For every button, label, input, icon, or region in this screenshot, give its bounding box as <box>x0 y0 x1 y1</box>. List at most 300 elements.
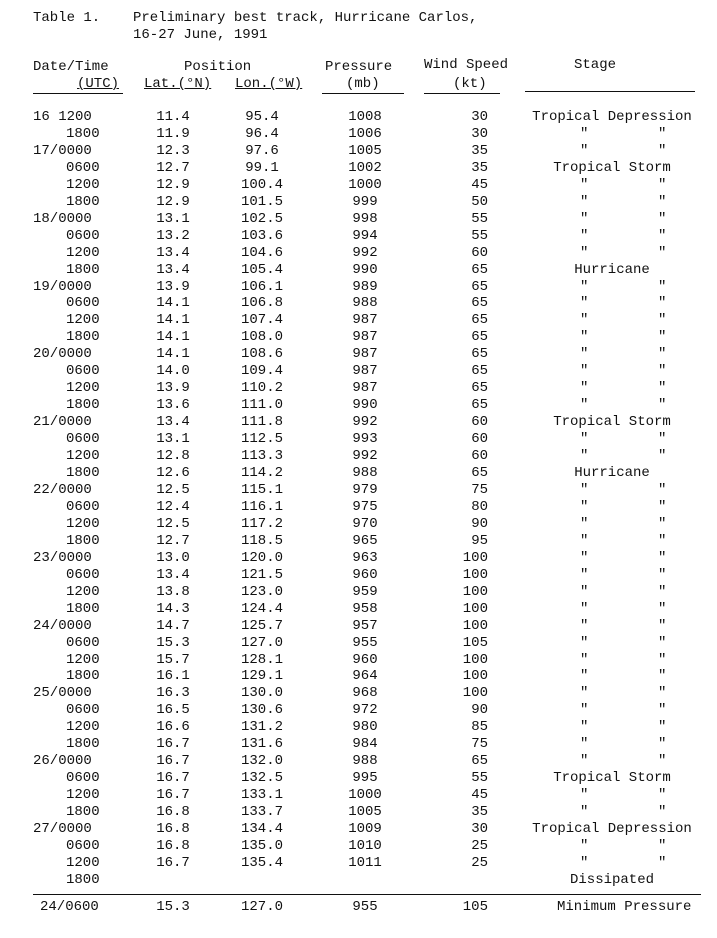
row-lat: 14.3 <box>156 600 190 617</box>
row-pressure: 990 <box>352 397 378 414</box>
table-caption <box>0 10 717 44</box>
ditto-mark: " <box>580 668 589 685</box>
row-stage: Dissipated <box>569 871 654 888</box>
ditto-mark: " <box>580 583 589 600</box>
row-stage: Hurricane <box>574 261 650 278</box>
table-row <box>0 601 717 618</box>
row-wind: 50 <box>471 193 488 210</box>
row-wind: 30 <box>471 821 488 838</box>
ditto-mark: " <box>658 312 667 329</box>
table-row <box>0 346 717 363</box>
row-lon: 128.1 <box>240 651 283 668</box>
ditto-mark: " <box>580 854 589 871</box>
row-lat: 13.8 <box>156 583 190 600</box>
row-lon: 123.0 <box>240 583 283 600</box>
row-lon: 120.0 <box>240 549 283 566</box>
row-pressure: 972 <box>352 702 378 719</box>
row-wind: 65 <box>471 753 488 770</box>
row-wind: 25 <box>471 854 488 871</box>
row-lon: 96.4 <box>245 125 279 142</box>
row-lat: 13.4 <box>156 414 190 431</box>
ditto-mark: " <box>658 278 667 295</box>
row-pressure: 992 <box>352 448 378 465</box>
table-row <box>0 228 717 245</box>
table-row <box>0 380 717 397</box>
row-lat: 12.9 <box>156 176 190 193</box>
ditto-mark: " <box>658 549 667 566</box>
row-wind: 90 <box>471 702 488 719</box>
row-lat: 13.1 <box>156 210 190 227</box>
row-wind: 65 <box>471 363 488 380</box>
row-lat: 12.6 <box>156 465 190 482</box>
row-pressure: 1009 <box>348 821 382 838</box>
row-wind: 65 <box>471 261 488 278</box>
row-wind: 30 <box>471 125 488 142</box>
row-wind: 100 <box>462 600 488 617</box>
header-wind-speed: Wind Speed <box>424 57 509 73</box>
row-lat: 16.8 <box>156 804 190 821</box>
row-wind: 25 <box>471 837 488 854</box>
row-lat: 13.0 <box>156 549 190 566</box>
ditto-mark: " <box>658 651 667 668</box>
row-lon: 101.5 <box>240 193 283 210</box>
ditto-mark: " <box>580 549 589 566</box>
summary-date: 24/0600 <box>40 899 99 915</box>
row-wind: 60 <box>471 448 488 465</box>
table-row <box>0 516 717 533</box>
table-row <box>0 855 717 872</box>
ditto-mark: " <box>658 685 667 702</box>
row-wind: 60 <box>471 244 488 261</box>
table-row <box>0 685 717 702</box>
ditto-mark: " <box>580 617 589 634</box>
row-pressure: 987 <box>352 380 378 397</box>
row-lat: 12.4 <box>156 498 190 515</box>
row-datetime: 0600 <box>66 295 100 312</box>
row-datetime: 1200 <box>66 312 100 329</box>
row-wind: 65 <box>471 346 488 363</box>
row-pressure: 1002 <box>348 159 382 176</box>
row-wind: 65 <box>471 295 488 312</box>
table-row <box>0 160 717 177</box>
row-lat: 13.4 <box>156 261 190 278</box>
ditto-mark: " <box>580 193 589 210</box>
row-lat: 13.1 <box>156 431 190 448</box>
row-pressure: 968 <box>352 685 378 702</box>
header-kt: (kt) <box>453 76 487 92</box>
row-lat: 12.7 <box>156 159 190 176</box>
row-pressure: 984 <box>352 736 378 753</box>
row-lat: 16.1 <box>156 668 190 685</box>
row-wind: 45 <box>471 176 488 193</box>
row-datetime: 1200 <box>66 380 100 397</box>
footer-rule <box>33 894 701 895</box>
ditto-mark: " <box>580 397 589 414</box>
row-datetime: 0600 <box>66 837 100 854</box>
ditto-mark: " <box>658 498 667 515</box>
table-row <box>0 194 717 211</box>
table-row <box>0 770 717 787</box>
ditto-mark: " <box>580 787 589 804</box>
row-datetime: 27/0000 <box>33 821 92 838</box>
row-lat: 12.5 <box>156 481 190 498</box>
row-pressure: 955 <box>352 634 378 651</box>
summary-note: Minimum Pressure <box>557 899 692 915</box>
row-lat: 12.9 <box>156 193 190 210</box>
ditto-mark: " <box>580 431 589 448</box>
row-datetime: 0600 <box>66 363 100 380</box>
ditto-mark: " <box>658 142 667 159</box>
table-row <box>0 499 717 516</box>
row-lon: 97.6 <box>245 142 279 159</box>
row-wind: 100 <box>462 549 488 566</box>
row-wind: 65 <box>471 312 488 329</box>
row-lat: 16.3 <box>156 685 190 702</box>
row-pressure: 970 <box>352 515 378 532</box>
row-lon: 131.6 <box>240 736 283 753</box>
row-datetime: 26/0000 <box>33 753 92 770</box>
table-row <box>0 329 717 346</box>
ditto-mark: " <box>658 736 667 753</box>
header-utc: (UTC) <box>77 76 120 92</box>
row-stage: Hurricane <box>574 465 650 482</box>
ditto-mark: " <box>580 448 589 465</box>
row-pressure: 963 <box>352 549 378 566</box>
ditto-mark: " <box>658 244 667 261</box>
table-row <box>0 211 717 228</box>
row-pressure: 960 <box>352 651 378 668</box>
row-lat: 13.2 <box>156 227 190 244</box>
row-lon: 117.2 <box>240 515 283 532</box>
row-lon: 110.2 <box>240 380 283 397</box>
row-datetime: 1200 <box>66 515 100 532</box>
row-datetime: 0600 <box>66 770 100 787</box>
row-wind: 30 <box>471 109 488 125</box>
row-wind: 55 <box>471 210 488 227</box>
row-pressure: 987 <box>352 363 378 380</box>
table-row <box>0 465 717 482</box>
row-datetime: 1800 <box>66 804 100 821</box>
row-lat: 13.6 <box>156 397 190 414</box>
summary-lon: 127.0 <box>240 899 283 915</box>
row-lon: 111.0 <box>240 397 283 414</box>
ditto-mark: " <box>580 210 589 227</box>
row-pressure: 987 <box>352 346 378 363</box>
row-lat: 13.9 <box>156 380 190 397</box>
ditto-mark: " <box>580 702 589 719</box>
row-lon: 133.1 <box>240 787 283 804</box>
row-lat: 16.8 <box>156 837 190 854</box>
ditto-mark: " <box>580 363 589 380</box>
row-wind: 100 <box>462 685 488 702</box>
row-datetime: 1800 <box>66 600 100 617</box>
ditto-mark: " <box>580 295 589 312</box>
header-lon: Lon.(°W) <box>235 76 303 92</box>
row-datetime: 1800 <box>66 736 100 753</box>
row-pressure: 1000 <box>348 176 382 193</box>
row-lon: 133.7 <box>240 804 283 821</box>
table-row <box>0 618 717 635</box>
row-lon: 127.0 <box>240 634 283 651</box>
row-datetime: 0600 <box>66 227 100 244</box>
ditto-mark: " <box>658 227 667 244</box>
ditto-mark: " <box>658 583 667 600</box>
row-pressure: 975 <box>352 498 378 515</box>
ditto-mark: " <box>580 380 589 397</box>
row-lon: 132.5 <box>240 770 283 787</box>
table-row <box>0 838 717 855</box>
table-row <box>0 652 717 669</box>
row-pressure: 980 <box>352 719 378 736</box>
row-datetime: 23/0000 <box>33 549 92 566</box>
ditto-mark: " <box>580 566 589 583</box>
header-mb: (mb) <box>346 76 380 92</box>
table-label: Table 1. <box>33 10 101 26</box>
table-row <box>0 804 717 821</box>
header-stage: Stage <box>574 57 617 73</box>
ditto-mark: " <box>658 515 667 532</box>
row-datetime: 24/0000 <box>33 617 92 634</box>
row-lon: 129.1 <box>240 668 283 685</box>
table-row <box>0 262 717 279</box>
summary-pressure: 955 <box>352 899 378 915</box>
row-lon: 99.1 <box>245 159 279 176</box>
row-wind: 65 <box>471 465 488 482</box>
table-row <box>0 414 717 431</box>
row-datetime: 1200 <box>66 244 100 261</box>
ditto-mark: " <box>658 854 667 871</box>
header-pressure: Pressure <box>325 59 393 75</box>
row-pressure: 979 <box>352 481 378 498</box>
row-datetime: 25/0000 <box>33 685 92 702</box>
row-lat: 16.6 <box>156 719 190 736</box>
table-row <box>0 719 717 736</box>
ditto-mark: " <box>658 804 667 821</box>
row-lon: 107.4 <box>240 312 283 329</box>
row-datetime: 1200 <box>66 854 100 871</box>
row-datetime: 21/0000 <box>33 414 92 431</box>
row-pressure: 995 <box>352 770 378 787</box>
row-datetime: 1800 <box>66 397 100 414</box>
table-row <box>0 397 717 414</box>
row-wind: 100 <box>462 651 488 668</box>
row-wind: 75 <box>471 481 488 498</box>
row-pressure: 1005 <box>348 142 382 159</box>
row-wind: 95 <box>471 532 488 549</box>
ditto-mark: " <box>658 363 667 380</box>
ditto-mark: " <box>658 431 667 448</box>
row-lat: 15.7 <box>156 651 190 668</box>
ditto-mark: " <box>580 634 589 651</box>
ditto-mark: " <box>658 295 667 312</box>
ditto-mark: " <box>658 176 667 193</box>
row-pressure: 987 <box>352 312 378 329</box>
row-pressure: 958 <box>352 600 378 617</box>
table-row <box>0 787 717 804</box>
row-lat: 14.1 <box>156 312 190 329</box>
row-lat: 16.5 <box>156 702 190 719</box>
ditto-mark: " <box>658 380 667 397</box>
row-lon: 135.0 <box>240 837 283 854</box>
row-lat: 13.4 <box>156 566 190 583</box>
row-lon: 115.1 <box>240 481 283 498</box>
row-stage: Tropical Storm <box>553 159 671 176</box>
table-row <box>0 312 717 329</box>
ditto-mark: " <box>580 719 589 736</box>
row-lon: 106.1 <box>240 278 283 295</box>
row-pressure: 999 <box>352 193 378 210</box>
row-wind: 100 <box>462 566 488 583</box>
row-lon: 104.6 <box>240 244 283 261</box>
row-lat: 16.7 <box>156 854 190 871</box>
table-row <box>0 668 717 685</box>
row-lat: 12.5 <box>156 515 190 532</box>
row-datetime: 0600 <box>66 498 100 515</box>
summary-lat: 15.3 <box>156 899 190 915</box>
row-lat: 14.0 <box>156 363 190 380</box>
table-title-line-1: Preliminary best track, Hurricane Carlos, <box>133 10 478 26</box>
row-lon: 125.7 <box>240 617 283 634</box>
row-wind: 60 <box>471 414 488 431</box>
row-pressure: 990 <box>352 261 378 278</box>
row-lat: 16.8 <box>156 821 190 838</box>
row-wind: 35 <box>471 804 488 821</box>
row-stage: Tropical Storm <box>553 414 671 431</box>
table-row <box>0 245 717 262</box>
row-wind: 80 <box>471 498 488 515</box>
ditto-mark: " <box>580 600 589 617</box>
row-pressure: 988 <box>352 465 378 482</box>
row-wind: 65 <box>471 380 488 397</box>
row-lon: 95.4 <box>245 109 279 125</box>
row-datetime: 1800 <box>66 871 100 888</box>
row-datetime: 1200 <box>66 651 100 668</box>
row-wind: 105 <box>462 634 488 651</box>
ditto-mark: " <box>580 227 589 244</box>
row-wind: 35 <box>471 159 488 176</box>
row-pressure: 993 <box>352 431 378 448</box>
row-lon: 102.5 <box>240 210 283 227</box>
row-lon: 100.4 <box>240 176 283 193</box>
row-lon: 130.0 <box>240 685 283 702</box>
table-row <box>0 482 717 499</box>
row-datetime: 0600 <box>66 702 100 719</box>
row-lon: 134.4 <box>240 821 283 838</box>
row-datetime: 1200 <box>66 448 100 465</box>
row-lat: 12.8 <box>156 448 190 465</box>
row-wind: 65 <box>471 397 488 414</box>
ditto-mark: " <box>580 685 589 702</box>
row-lat: 13.4 <box>156 244 190 261</box>
ditto-mark: " <box>658 329 667 346</box>
table-row <box>0 533 717 550</box>
ditto-mark: " <box>658 210 667 227</box>
row-lat: 15.3 <box>156 634 190 651</box>
row-lat: 16.7 <box>156 787 190 804</box>
row-lon: 108.0 <box>240 329 283 346</box>
row-lon: 130.6 <box>240 702 283 719</box>
row-lat: 11.9 <box>156 125 190 142</box>
table-row <box>0 872 717 889</box>
row-datetime: 0600 <box>66 431 100 448</box>
ditto-mark: " <box>658 634 667 651</box>
ditto-mark: " <box>658 532 667 549</box>
table-row <box>0 702 717 719</box>
row-lon: 135.4 <box>240 854 283 871</box>
row-wind: 90 <box>471 515 488 532</box>
table-body <box>0 109 717 889</box>
row-datetime: 18/0000 <box>33 210 92 227</box>
table-row <box>0 753 717 770</box>
table-row <box>0 821 717 838</box>
ditto-mark: " <box>580 736 589 753</box>
row-lon: 108.6 <box>240 346 283 363</box>
row-wind: 100 <box>462 668 488 685</box>
table-row <box>0 448 717 465</box>
row-pressure: 987 <box>352 329 378 346</box>
table-row <box>0 177 717 194</box>
header-position: Position <box>184 59 252 75</box>
table-row <box>0 143 717 160</box>
header-rule-stage <box>525 91 695 92</box>
row-pressure: 960 <box>352 566 378 583</box>
ditto-mark: " <box>658 193 667 210</box>
ditto-mark: " <box>658 566 667 583</box>
row-pressure: 994 <box>352 227 378 244</box>
table-row <box>0 431 717 448</box>
ditto-mark: " <box>658 125 667 142</box>
row-lon: 114.2 <box>240 465 283 482</box>
ditto-mark: " <box>580 142 589 159</box>
row-lon: 131.2 <box>240 719 283 736</box>
ditto-mark: " <box>658 702 667 719</box>
header-date-time: Date/Time <box>33 59 109 75</box>
row-lon: 121.5 <box>240 566 283 583</box>
ditto-mark: " <box>658 787 667 804</box>
row-datetime: 17/0000 <box>33 142 92 159</box>
row-datetime: 0600 <box>66 634 100 651</box>
row-pressure: 992 <box>352 244 378 261</box>
row-pressure: 992 <box>352 414 378 431</box>
ditto-mark: " <box>658 448 667 465</box>
table-row <box>0 635 717 652</box>
row-pressure: 988 <box>352 753 378 770</box>
ditto-mark: " <box>580 837 589 854</box>
header-lat: Lat.(°N) <box>144 76 212 92</box>
row-datetime: 1800 <box>66 261 100 278</box>
ditto-mark: " <box>580 753 589 770</box>
row-lat: 14.1 <box>156 329 190 346</box>
row-lat: 16.7 <box>156 753 190 770</box>
table-row <box>0 567 717 584</box>
row-pressure: 989 <box>352 278 378 295</box>
ditto-mark: " <box>580 244 589 261</box>
row-pressure: 1010 <box>348 837 382 854</box>
header-rule-date <box>33 93 123 94</box>
ditto-mark: " <box>580 278 589 295</box>
ditto-mark: " <box>580 532 589 549</box>
table-row <box>0 126 717 143</box>
row-datetime: 1800 <box>66 465 100 482</box>
summary-row <box>0 897 717 917</box>
row-stage: Tropical Depression <box>532 821 692 838</box>
ditto-mark: " <box>580 651 589 668</box>
row-lat: 13.9 <box>156 278 190 295</box>
row-datetime: 1200 <box>66 719 100 736</box>
row-stage: Tropical Storm <box>553 770 671 787</box>
row-lon: 118.5 <box>240 532 283 549</box>
row-pressure: 998 <box>352 210 378 227</box>
